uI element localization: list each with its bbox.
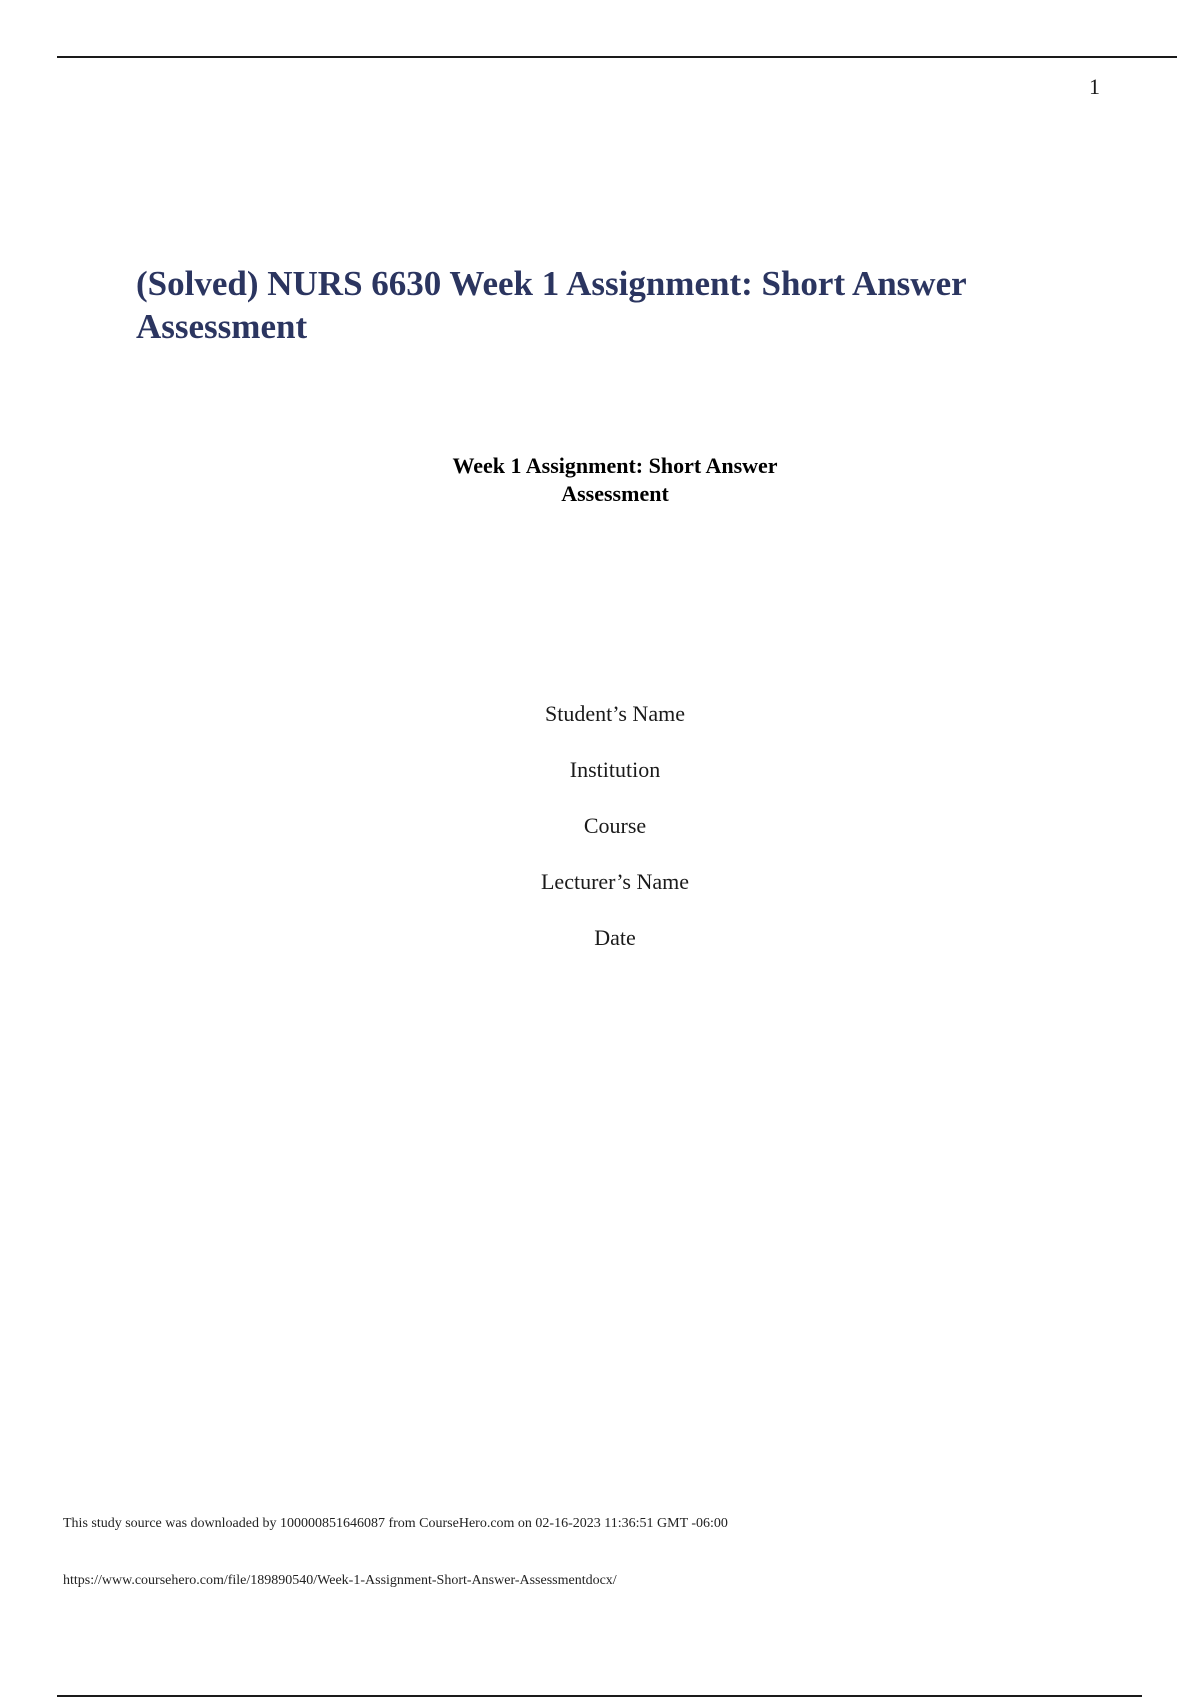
footer-rule — [57, 1695, 1142, 1697]
download-notice: This study source was downloaded by 100000851646087 from CourseHero.com on 02-16-2023 11:36:51 GMT -06:00 — [63, 1516, 728, 1531]
cover-details — [400, 700, 830, 980]
course-line: Course — [583, 813, 647, 838]
assignment-heading — [400, 452, 830, 508]
student-name-line: Student’s Name — [545, 701, 685, 726]
source-url[interactable]: https://www.coursehero.com/file/189890540/Week-1-Assignment-Short-Answer-Assessmentdocx/ — [63, 1573, 617, 1588]
assignment-heading-line-2: Assessment — [561, 481, 669, 506]
page-number: 1 — [1089, 74, 1100, 99]
header-rule — [57, 56, 1177, 58]
date-line: Date — [594, 925, 636, 950]
institution-line: Institution — [569, 757, 661, 782]
document-title: (Solved) NURS 6630 Week 1 Assignment: Short Answer Assessment — [136, 264, 967, 346]
lecturer-name-line: Lecturer’s Name — [540, 869, 690, 894]
assignment-heading-line-1: Week 1 Assignment: Short Answer — [452, 453, 778, 478]
